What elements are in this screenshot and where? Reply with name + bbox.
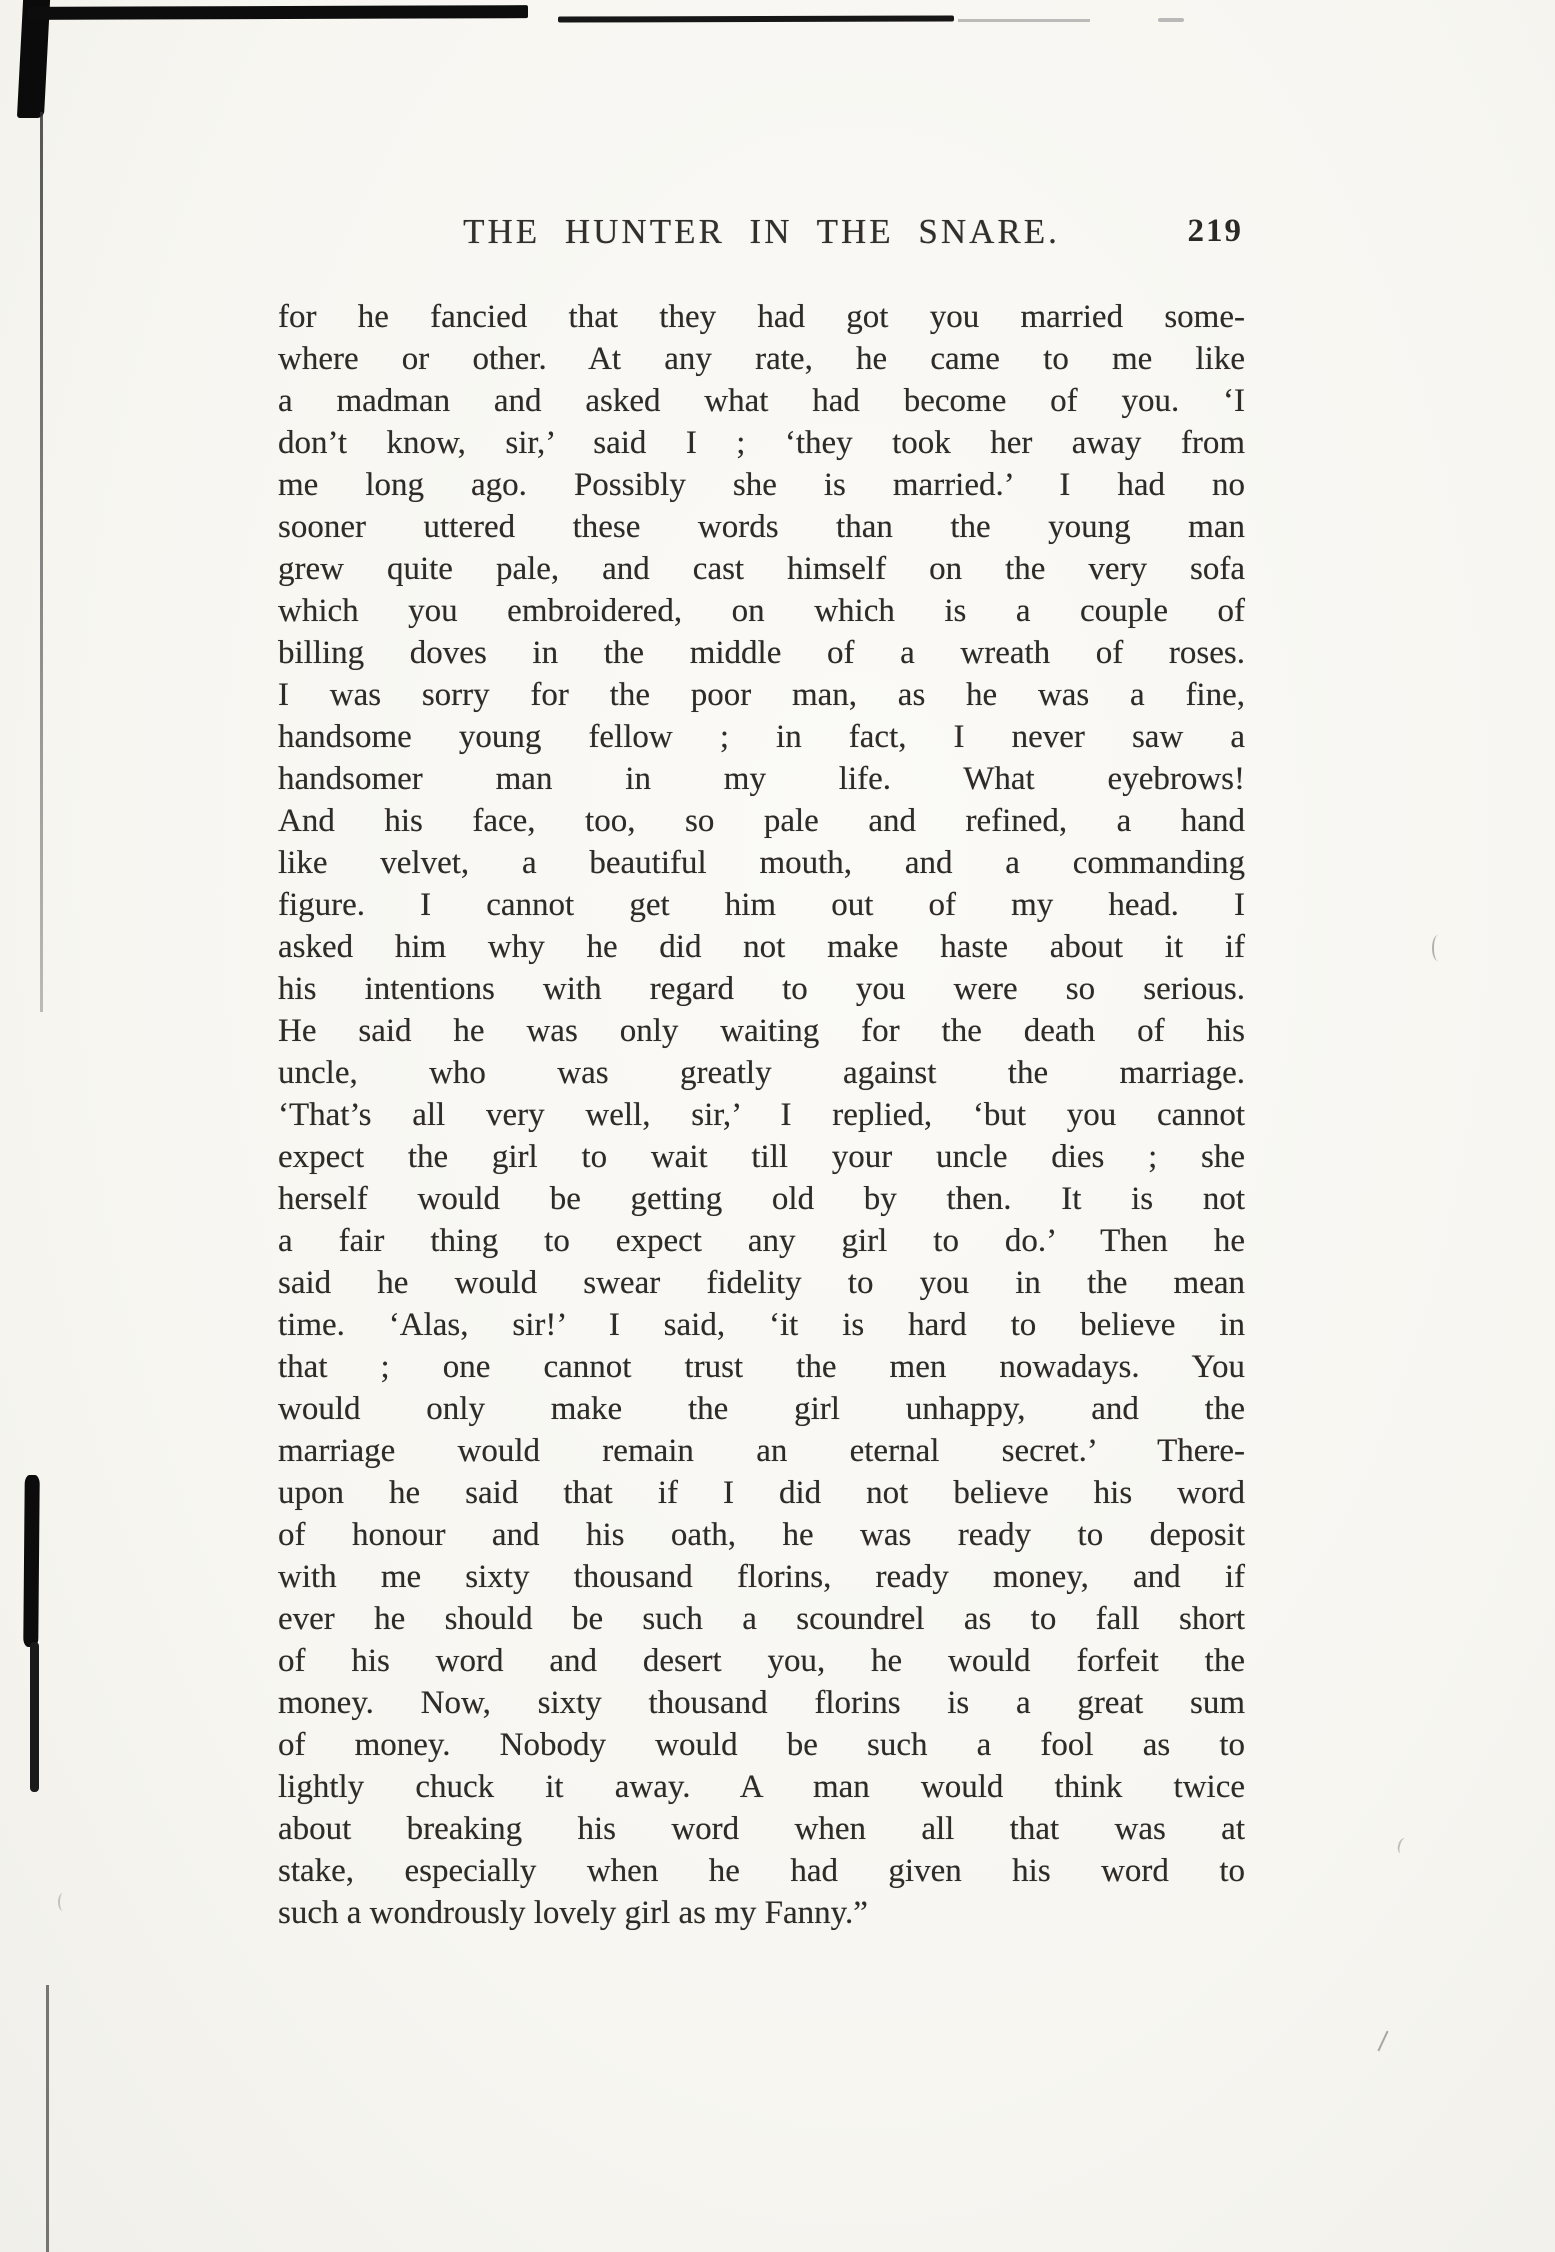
text-line: of money. Nobody would be such a fool as to (278, 1727, 1245, 1763)
text-line: which you embroidered, on which is a couple of (278, 593, 1245, 629)
text-line: his intentions with regard to you were so serious. (278, 971, 1245, 1007)
text-line: upon he said that if I did not believe his word (278, 1475, 1245, 1511)
page-number: 219 (1187, 213, 1243, 249)
text-line: asked him why he did not make haste about it if (278, 929, 1245, 965)
text-line: money. Now, sixty thousand florins is a great sum (278, 1685, 1245, 1721)
running-title: THE HUNTER IN THE SNARE. (463, 212, 1060, 251)
text-line: grew quite pale, and cast himself on the very sofa (278, 551, 1245, 587)
text-line: of honour and his oath, he was ready to deposit (278, 1517, 1245, 1553)
text-line: I was sorry for the poor man, as he was a fine, (278, 677, 1245, 713)
text-line: And his face, too, so pale and refined, a hand (278, 803, 1245, 839)
scan-edge-line (558, 15, 954, 22)
text-line: such a wondrously lovely girl as my Fanny.” (278, 1895, 868, 1931)
text-line: a madman and asked what had become of you. ‘I (278, 383, 1245, 419)
text-line: ‘That’s all very well, sir,’ I replied, ‘but you cannot (278, 1097, 1245, 1133)
text-line: handsomer man in my life. What eyebrows! (278, 761, 1245, 797)
text-line: that ; one cannot trust the men nowadays. You (278, 1349, 1245, 1385)
scan-speck (58, 1893, 68, 1911)
text-line: sooner uttered these words than the young man (278, 509, 1245, 545)
text-line: He said he was only waiting for the death of his (278, 1013, 1245, 1049)
text-line: expect the girl to wait till your uncle dies ; she (278, 1139, 1245, 1175)
scan-speck (1377, 2031, 1388, 2052)
text-line: would only make the girl unhappy, and the (278, 1391, 1245, 1427)
scan-edge-bar (28, 5, 528, 20)
text-line: time. ‘Alas, sir!’ I said, ‘it is hard to believe in (278, 1307, 1245, 1343)
scan-speck (1396, 1837, 1410, 1855)
text-line: with me sixty thousand florins, ready money, and if (278, 1559, 1245, 1595)
text-line: a fair thing to expect any girl to do.’ Then he (278, 1223, 1245, 1259)
body-text (278, 296, 1245, 1934)
page-header (278, 212, 1245, 258)
text-line: for he fancied that they had got you married some- (278, 299, 1245, 335)
text-line: uncle, who was greatly against the marriage. (278, 1055, 1245, 1091)
ink-smudge (30, 1642, 39, 1792)
text-line: billing doves in the middle of a wreath of roses. (278, 635, 1245, 671)
scan-edge-line-faint (958, 19, 1090, 22)
text-line: marriage would remain an eternal secret.’ There- (278, 1433, 1245, 1469)
text-line: me long ago. Possibly she is married.’ I had no (278, 467, 1245, 503)
page-edge-line-upper (40, 112, 43, 1012)
page-edge-line-lower (46, 1985, 49, 2252)
scan-speck (1158, 18, 1184, 22)
text-line: stake, especially when he had given his word to (278, 1853, 1245, 1889)
text-line: don’t know, sir,’ said I ; ‘they took her away from (278, 425, 1245, 461)
scan-speck (1432, 935, 1444, 961)
binding-shadow-corner (17, 0, 50, 118)
text-line: lightly chuck it away. A man would think twice (278, 1769, 1245, 1805)
text-line: said he would swear fidelity to you in the mean (278, 1265, 1245, 1301)
text-line: about breaking his word when all that was at (278, 1811, 1245, 1847)
text-line: where or other. At any rate, he came to me like (278, 341, 1245, 377)
text-line: figure. I cannot get him out of my head. I (278, 887, 1245, 923)
ink-smudge (23, 1475, 40, 1647)
text-line: ever he should be such a scoundrel as to fall short (278, 1601, 1245, 1637)
text-line: like velvet, a beautiful mouth, and a commanding (278, 845, 1245, 881)
text-line: handsome young fellow ; in fact, I never saw a (278, 719, 1245, 755)
text-line: of his word and desert you, he would forfeit the (278, 1643, 1245, 1679)
text-line: herself would be getting old by then. It is not (278, 1181, 1245, 1217)
